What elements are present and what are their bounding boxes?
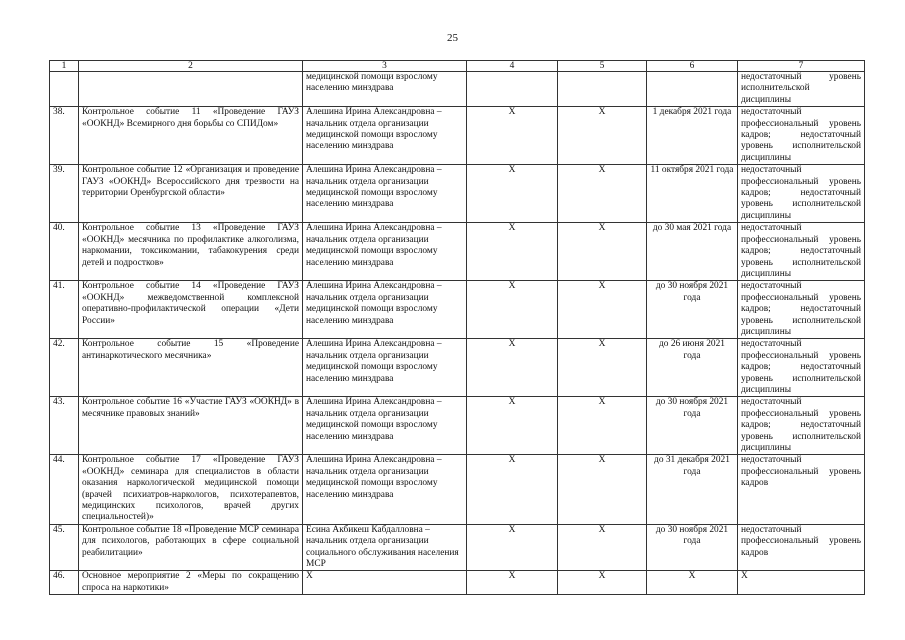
deadline-cell: X <box>647 571 738 595</box>
event-cell: Контрольное событие 12 «Организация и проведение ГАУЗ «ООКНД» Всероссийского дня трезвости на территории Оренбургской области» <box>79 165 303 223</box>
deadline-cell: 11 октября 2021 года <box>647 165 738 223</box>
table-row <box>50 571 865 595</box>
responsible-cell: Алешина Ирина Александровна – начальник отдела организации медицинской помощи взрослому населению минздрава <box>303 339 467 397</box>
row-number: 38. <box>50 107 79 165</box>
column-4-cell: X <box>467 524 558 571</box>
responsible-cell: Алешина Ирина Александровна – начальник отдела организации медицинской помощи взрослому населению минздрава <box>303 165 467 223</box>
row-number: 46. <box>50 571 79 595</box>
column-number-row <box>50 61 865 72</box>
responsible-cell: Алешина Ирина Александровна – начальник отдела организации медицинской помощи взрослому населению минздрава <box>303 223 467 281</box>
column-5-cell: X <box>558 165 647 223</box>
risk-cell: недостаточный профессиональный уровень кадров; недостаточный уровень исполнительской дисциплины <box>738 281 865 339</box>
column-5-cell: X <box>558 397 647 455</box>
table-row <box>50 72 865 107</box>
row-number: 40. <box>50 223 79 281</box>
responsible-cell: X <box>303 571 467 595</box>
table-row <box>50 165 865 223</box>
event-cell: Контрольное событие 14 «Проведение ГАУЗ «ООКНД» межведомственной комплексной оперативно-профилактической операции «Дети России» <box>79 281 303 339</box>
event-cell: Контрольное событие 17 «Проведение ГАУЗ «ООКНД» семинара для специалистов в области оказания наркологической медицинской помощи (врачей психиатров-наркологов, психотерапевтов, медицинских психологов, врачей других специальностей)» <box>79 455 303 524</box>
row-number: 41. <box>50 281 79 339</box>
responsible-cell: Алешина Ирина Александровна – начальник отдела организации медицинской помощи взрослому населению минздрава <box>303 281 467 339</box>
deadline-cell: до 30 ноября 2021 года <box>647 397 738 455</box>
column-5-cell: X <box>558 107 647 165</box>
risk-cell: недостаточный профессиональный уровень кадров; недостаточный уровень исполнительской дисциплины <box>738 223 865 281</box>
event-cell: Контрольное событие 16 «Участие ГАУЗ «ООКНД» в месячнике правовых знаний» <box>79 397 303 455</box>
table-row <box>50 455 865 524</box>
row-number: 44. <box>50 455 79 524</box>
column-5-cell: X <box>558 455 647 524</box>
deadline-cell: до 31 декабря 2021 года <box>647 455 738 524</box>
table-row <box>50 107 865 165</box>
risk-cell: недостаточный профессиональный уровень кадров; недостаточный уровень исполнительской дисциплины <box>738 397 865 455</box>
event-cell: Контрольное событие 13 «Проведение ГАУЗ «ООКНД» месячника по профилактике алкоголизма, наркомании, токсикомании, табакокурения среди детей и подростков» <box>79 223 303 281</box>
risk-cell: недостаточный профессиональный уровень кадров <box>738 455 865 524</box>
column-header: 2 <box>79 61 303 72</box>
deadline-cell: до 26 июня 2021 года <box>647 339 738 397</box>
column-4-cell: X <box>467 223 558 281</box>
responsible-cell: медицинской помощи взрослому населению минздрава <box>303 72 467 107</box>
responsible-cell: Есина Акбикеш Кабдалловна – начальник отдела организации социального обслуживания населения МСР <box>303 524 467 571</box>
deadline-cell: 1 декабря 2021 года <box>647 107 738 165</box>
column-header: 7 <box>738 61 865 72</box>
column-header: 3 <box>303 61 467 72</box>
responsible-cell: Алешина Ирина Александровна – начальник отдела организации медицинской помощи взрослому населению минздрава <box>303 397 467 455</box>
row-number: 45. <box>50 524 79 571</box>
table-row <box>50 339 865 397</box>
column-4-cell <box>467 72 558 107</box>
risk-cell: X <box>738 571 865 595</box>
deadline-cell: до 30 ноября 2021 года <box>647 524 738 571</box>
column-4-cell: X <box>467 571 558 595</box>
column-5-cell <box>558 72 647 107</box>
table-row <box>50 524 865 571</box>
measures-table <box>49 60 865 595</box>
event-cell: Контрольное событие 15 «Проведение антинаркотического месячника» <box>79 339 303 397</box>
column-4-cell: X <box>467 397 558 455</box>
page-number: 25 <box>447 32 458 44</box>
column-4-cell: X <box>467 107 558 165</box>
risk-cell: недостаточный уровень исполнительской дисциплины <box>738 72 865 107</box>
risk-cell: недостаточный профессиональный уровень кадров; недостаточный уровень исполнительской дисциплины <box>738 107 865 165</box>
table-row <box>50 223 865 281</box>
row-number <box>50 72 79 107</box>
column-header: 1 <box>50 61 79 72</box>
table-row <box>50 397 865 455</box>
event-cell: Основное мероприятие 2 «Меры по сокращению спроса на наркотики» <box>79 571 303 595</box>
row-number: 42. <box>50 339 79 397</box>
deadline-cell <box>647 72 738 107</box>
column-5-cell: X <box>558 223 647 281</box>
column-header: 5 <box>558 61 647 72</box>
responsible-cell: Алешина Ирина Александровна – начальник отдела организации медицинской помощи взрослому населению минздрава <box>303 455 467 524</box>
table-row <box>50 281 865 339</box>
column-5-cell: X <box>558 524 647 571</box>
deadline-cell: до 30 мая 2021 года <box>647 223 738 281</box>
column-header: 6 <box>647 61 738 72</box>
risk-cell: недостаточный профессиональный уровень кадров <box>738 524 865 571</box>
event-cell <box>79 72 303 107</box>
column-4-cell: X <box>467 281 558 339</box>
column-5-cell: X <box>558 571 647 595</box>
row-number: 39. <box>50 165 79 223</box>
row-number: 43. <box>50 397 79 455</box>
risk-cell: недостаточный профессиональный уровень кадров; недостаточный уровень исполнительской дисциплины <box>738 339 865 397</box>
column-5-cell: X <box>558 339 647 397</box>
column-4-cell: X <box>467 165 558 223</box>
risk-cell: недостаточный профессиональный уровень кадров; недостаточный уровень исполнительской дисциплины <box>738 165 865 223</box>
event-cell: Контрольное событие 18 «Проведение МСР семинара для психологов, работающих в сфере социальной реабилитации» <box>79 524 303 571</box>
column-5-cell: X <box>558 281 647 339</box>
event-cell: Контрольное событие 11 «Проведение ГАУЗ «ООКНД» Всемирного дня борьбы со СПИДом» <box>79 107 303 165</box>
column-4-cell: X <box>467 455 558 524</box>
responsible-cell: Алешина Ирина Александровна – начальник отдела организации медицинской помощи взрослому населению минздрава <box>303 107 467 165</box>
column-header: 4 <box>467 61 558 72</box>
column-4-cell: X <box>467 339 558 397</box>
deadline-cell: до 30 ноября 2021 года <box>647 281 738 339</box>
